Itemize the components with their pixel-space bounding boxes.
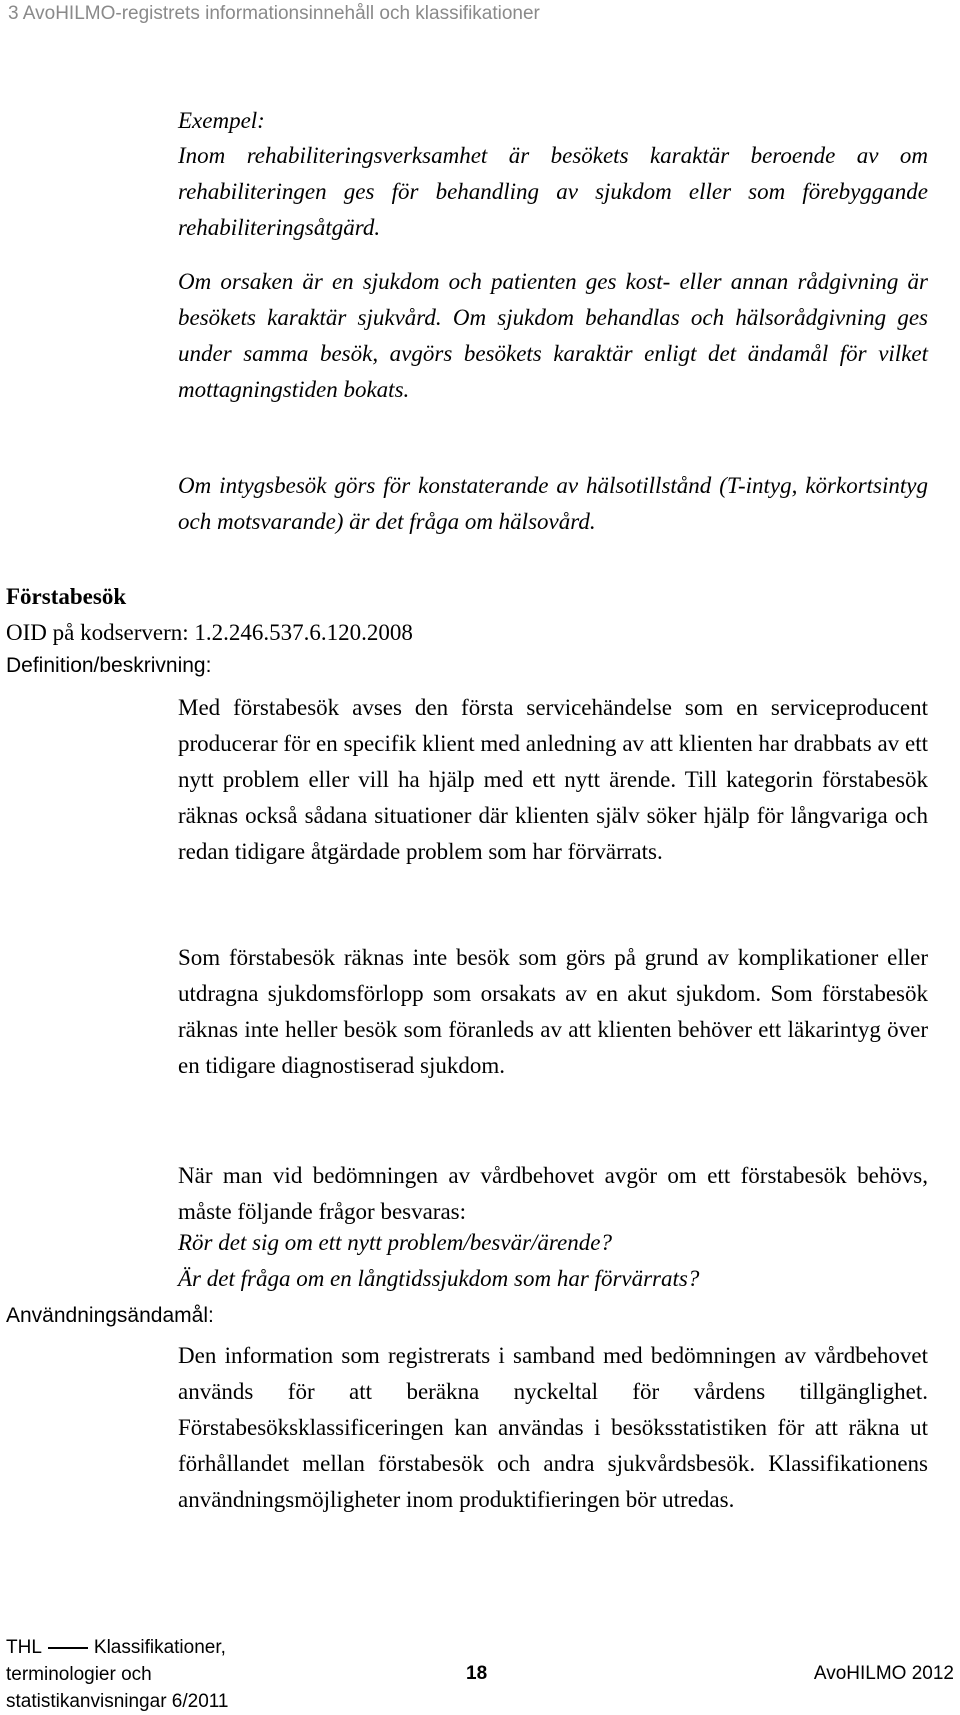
definition-paragraph-3: När man vid bedömningen av vårdbehovet avgör om ett förstabesök behövs, måste följande frågor besvaras: — [178, 1163, 928, 1224]
definition-paragraph-1: Med förstabesök avses den första servicehändelse som en serviceproducent producerar för en specifik klient med anledning av att klienten har drabbats av ett nytt problem eller vill ha hjälp med ett nytt ärende. Till kategorin förstabesök räknas också sådana situationer där klienten själv söker hjälp för långvariga och redan tidigare åtgärdade problem som har förvärrats. — [178, 695, 928, 864]
example-paragraph-3: Om intygsbesök görs för konstaterande av hälsotillstånd (T-intyg, körkortsintyg och motsvarande) är det fråga om hälsovård. — [178, 473, 928, 534]
footer-org-prefix: THL — [6, 1637, 42, 1658]
example-paragraph-1: Inom rehabiliteringsverksamhet är besökets karaktär beroende av om rehabiliteringen ges för behandling av sjukdom eller som förebyggande rehabiliteringsåtgärd. — [178, 143, 928, 240]
page-number: 18 — [466, 1663, 488, 1684]
oid-line: OID på kodservern: 1.2.246.537.6.120.2008 — [6, 620, 413, 645]
question-1: Rör det sig om ett nytt problem/besvär/ärende? — [178, 1230, 612, 1255]
footer-org-line-1: Klassifikationer, — [93, 1637, 226, 1658]
usage-label: Användningsändamål: — [6, 1304, 214, 1327]
running-header: 3 AvoHILMO-registrets informationsinnehåll och klassifikationer — [8, 3, 540, 24]
footer-document: AvoHILMO 2012 — [813, 1663, 954, 1684]
footer-org-line-2: terminologier och — [6, 1664, 152, 1685]
definition-paragraph-2: Som förstabesök räknas inte besök som görs på grund av komplikationer eller utdragna sjukdomsförlopp som orsakats av en akut sjukdom. Som förstabesök räknas inte heller besök som föranleds av att klienten behöver ett läkarintyg över en tidigare diagnostiserad sjukdom. — [178, 945, 928, 1078]
usage-paragraph: Den information som registrerats i samband med bedömningen av vårdbehovet används för att beräkna nyckeltal för vårdens tillgänglighet. Förstabesöksklassificeringen kan användas i besöksstatistiken för att räkna ut förhållandet mellan förstabesök och andra sjukvårdsbesök. Klassifikationens användningsmöjligheter inom produktifieringen bör utredas. — [178, 1343, 928, 1512]
example-paragraph-2: Om orsaken är en sjukdom och patienten ges kost- eller annan rådgivning är besökets karaktär sjukvård. Om sjukdom behandlas och hälsorådgivning ges under samma besök, avgörs besökets karaktär enligt det ändamål för vilket mottagningstiden bokats. — [178, 269, 928, 402]
footer-publisher — [6, 1634, 336, 1715]
footer-dash — [48, 1647, 88, 1649]
definition-label: Definition/beskrivning: — [6, 654, 212, 677]
question-2: Är det fråga om en långtidssjukdom som har förvärrats? — [178, 1266, 700, 1291]
example-label: Exempel: — [178, 108, 265, 133]
footer-org-line-3: statistikanvisningar 6/2011 — [6, 1691, 229, 1712]
section-heading: Förstabesök — [6, 584, 127, 609]
